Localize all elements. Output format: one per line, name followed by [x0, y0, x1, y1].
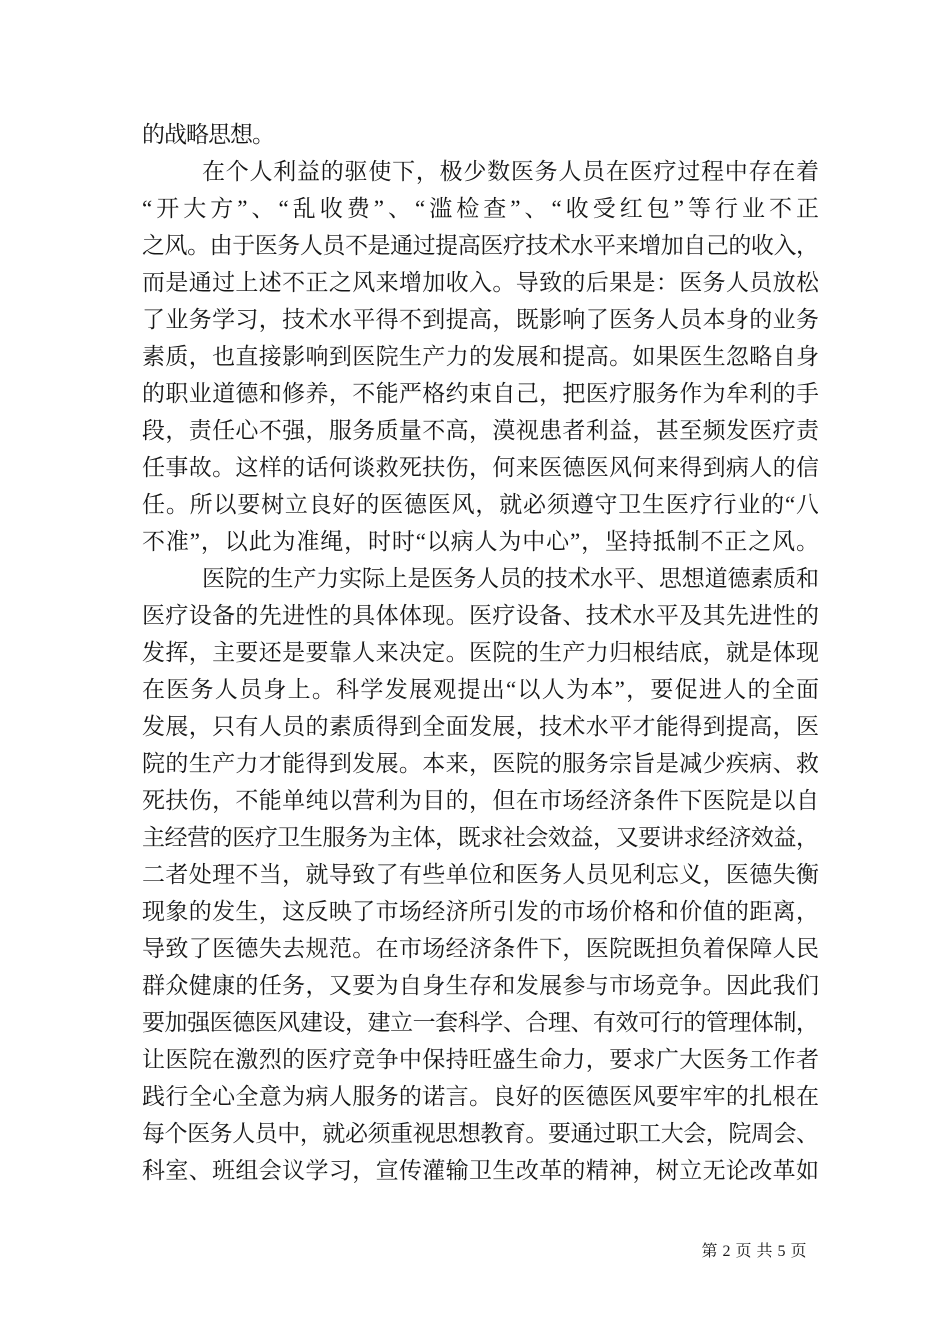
text-line: 死扶伤，不能单纯以营利为目的，但在市场经济条件下医院是以自	[142, 788, 818, 813]
text-line: 科室、班组会议学习，宣传灌输卫生改革的精神，树立无论改革如	[142, 1158, 818, 1183]
text-line: 之风。由于医务人员不是通过提高医疗技术水平来增加自己的收入，	[142, 233, 818, 258]
text-line: 素质，也直接影响到医院生产力的发展和提高。如果医生忽略自身	[142, 344, 818, 369]
document-body	[142, 116, 818, 1189]
text-line: 的战略思想。	[142, 122, 274, 147]
text-line: 主经营的医疗卫生服务为主体，既求社会效益，又要讲求经济效益，	[142, 825, 818, 850]
text-line: 而是通过上述不正之风来增加收入。导致的后果是：医务人员放松	[142, 270, 818, 295]
text-line: 践行全心全意为病人服务的诺言。良好的医德医风要牢牢的扎根在	[142, 1084, 818, 1109]
text-line: 要加强医德医风建设，建立一套科学、合理、有效可行的管理体制，	[142, 1010, 818, 1035]
text-line: 群众健康的任务，又要为自身生存和发展参与市场竞争。因此我们	[142, 973, 818, 998]
text-line: 任。所以要树立良好的医德医风，就必须遵守卫生医疗行业的“八	[142, 492, 818, 517]
text-line: 段，责任心不强，服务质量不高，漠视患者利益，甚至频发医疗责	[142, 418, 818, 443]
text-line: 任事故。这样的话何谈救死扶伤，何来医德医风何来得到病人的信	[142, 455, 818, 480]
text-line: 的职业道德和修养，不能严格约束自己，把医疗服务作为牟利的手	[142, 381, 818, 406]
text-line: 发展，只有人员的素质得到全面发展，技术水平才能得到提高，医	[142, 714, 818, 739]
text-line: 发挥，主要还是要靠人来决定。医院的生产力归根结底，就是体现	[142, 640, 818, 665]
text-line: 现象的发生，这反映了市场经济所引发的市场价格和价值的距离，	[142, 899, 818, 924]
text-line: 了业务学习，技术水平得不到提高，既影响了医务人员本身的业务	[142, 307, 818, 332]
text-line: 导致了医德失去规范。在市场经济条件下，医院既担负着保障人民	[142, 936, 818, 961]
text-line: “开大方”、“乱收费”、“滥检查”、“收受红包”等行业不正	[142, 196, 818, 221]
text-line: 在医务人员身上。科学发展观提出“以人为本”，要促进人的全面	[142, 677, 818, 702]
page-number: 第 2 页 共 5 页	[701, 1243, 807, 1260]
text-line: 医院的生产力实际上是医务人员的技术水平、思想道德素质和	[202, 566, 818, 591]
text-line: 二者处理不当，就导致了有些单位和医务人员见利忘义，医德失衡	[142, 862, 818, 887]
text-line: 每个医务人员中，就必须重视思想教育。要通过职工大会，院周会、	[142, 1121, 818, 1146]
text-line: 在个人利益的驱使下，极少数医务人员在医疗过程中存在着	[202, 159, 818, 184]
text-line: 让医院在激烈的医疗竞争中保持旺盛生命力，要求广大医务工作者	[142, 1047, 818, 1072]
text-line: 医疗设备的先进性的具体体现。医疗设备、技术水平及其先进性的	[142, 603, 818, 628]
text-line: 院的生产力才能得到发展。本来，医院的服务宗旨是减少疾病、救	[142, 751, 818, 776]
text-line: 不准”，以此为准绳，时时“以病人为中心”，坚持抵制不正之风。	[142, 529, 818, 554]
